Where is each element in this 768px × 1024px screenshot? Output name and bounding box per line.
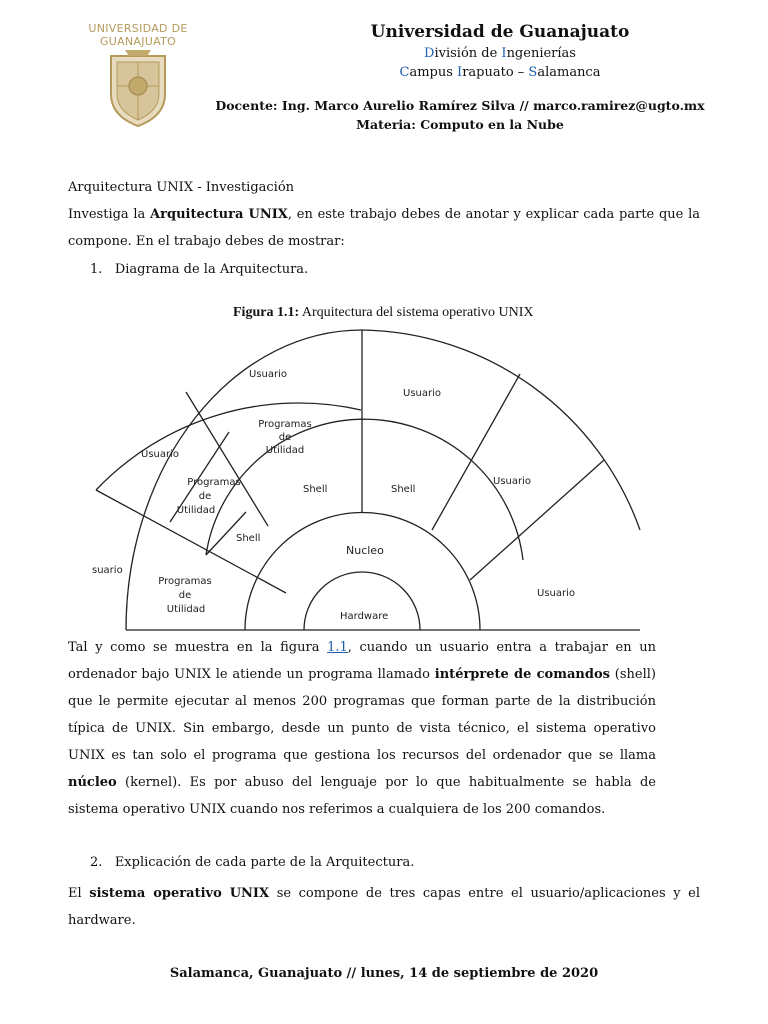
label-usuario-right-mid: Usuario: [493, 476, 532, 487]
footer-date: Salamanca, Guanajuato // lunes, 14 de septiembre de 2020: [169, 966, 599, 981]
label-usuario-right-top: Usuario: [403, 388, 442, 399]
docente-line: Docente: Ing. Marco Aurelio Ramírez Silva // marco.ramirez@ugto.mx: [215, 98, 705, 113]
label-usuario-top: Usuario: [249, 369, 288, 380]
label-prog3-a: Programas: [158, 576, 212, 587]
label-shell-3: Shell: [236, 533, 261, 544]
logo-line-2: GUANAJUATO: [99, 35, 177, 48]
logo-line-1: UNIVERSIDAD DE: [88, 22, 188, 35]
label-prog3-b: de: [178, 590, 192, 601]
label-prog2-b: de: [198, 491, 212, 502]
label-prog2-c: Utilidad: [176, 505, 216, 516]
label-usuario-far-left: suario: [92, 565, 123, 576]
divider-right-low: [470, 460, 604, 580]
label-shell-2: Shell: [391, 484, 416, 495]
figure-link[interactable]: 1.1: [327, 640, 348, 655]
figure-caption: Figura 1.1: Arquitectura del sistema operativo UNIX: [233, 305, 534, 320]
label-shell-1: Shell: [303, 484, 328, 495]
list-item-2: 2. Explicación de cada parte de la Arquitectura.: [90, 855, 415, 870]
label-usuario-left: Usuario: [141, 449, 180, 460]
label-prog1-a: Programas: [258, 419, 312, 430]
label-prog2-a: Programas: [187, 477, 241, 488]
division-line: División de Ingenierías: [424, 46, 576, 61]
intro-paragraph: Investiga la Arquitectura UNIX, en este trabajo debes de anotar y explicar cada parte que la compone. En el trabajo debes de mostrar:: [68, 207, 701, 249]
section-heading: Arquitectura UNIX - Investigación: [68, 180, 295, 195]
label-prog3-c: Utilidad: [166, 604, 206, 615]
section2-paragraph: El sistema operativo UNIX se compone de tres capas entre el usuario/aplicaciones y el hardware.: [68, 886, 701, 928]
list-item-1: 1. Diagrama de la Arquitectura.: [90, 262, 309, 277]
materia-line: Materia: Computo en la Nube: [356, 117, 564, 132]
label-nucleo: Nucleo: [346, 544, 384, 557]
page-title: Universidad de Guanajuato: [370, 22, 630, 42]
label-prog1-b: de: [278, 432, 292, 443]
label-prog1-c: Utilidad: [265, 445, 305, 456]
explanation-paragraph: Tal y como se muestra en la figura 1.1, cuando un usuario entra a trabajar en un ordenador bajo UNIX le atiende un programa llamado intérprete de comandos (shell) que le permite ejecutar al menos 200 programas que forman parte de la distribución típica de UNIX. Sin embargo, desde un punto de vista técnico, el sistema operativo UNIX es tan solo el programa que gestiona los recursos del ordenador que se llama núcleo (kernel). Es por abuso del lenguaje por lo que habitualmente se habla de sistema operativo UNIX cuando nos referimos a cualquiera de los 200 comandos.: [68, 640, 656, 817]
outer-arc-right: [362, 330, 640, 530]
label-usuario-right-low: Usuario: [537, 588, 576, 599]
label-hardware: Hardware: [340, 611, 389, 622]
campus-line: Campus Irapuato – Salamanca: [399, 65, 601, 80]
